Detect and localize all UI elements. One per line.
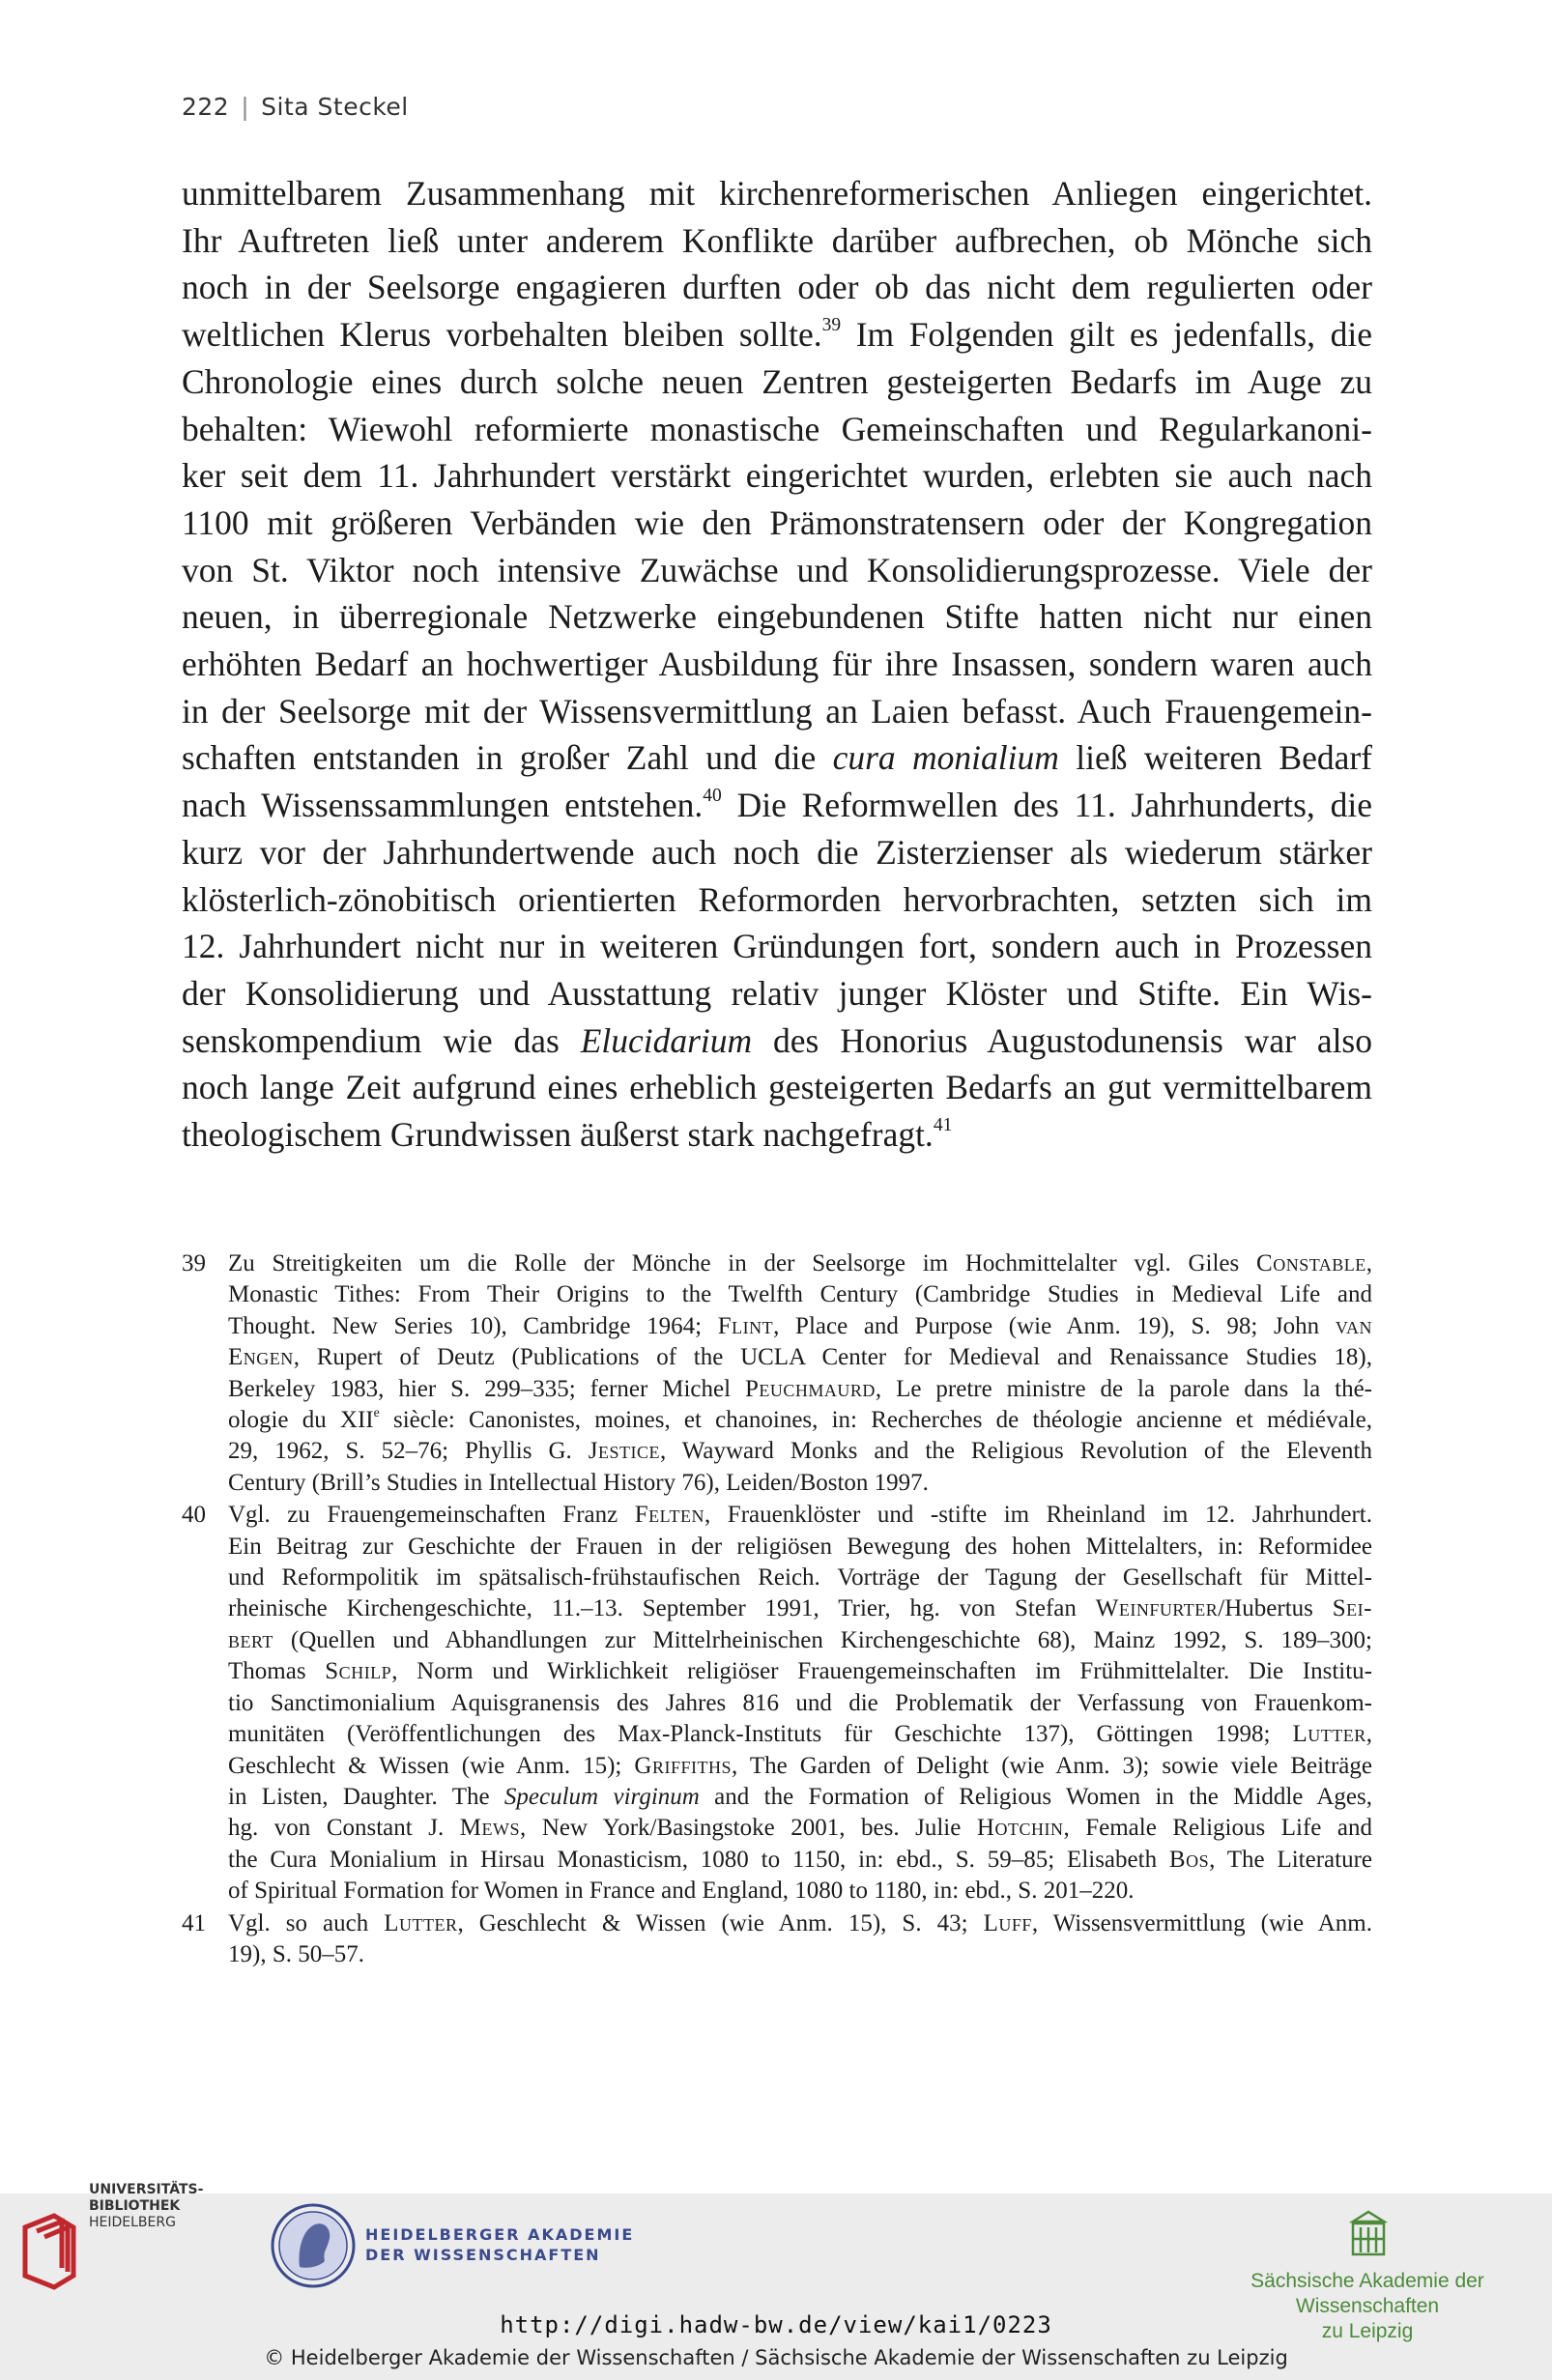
- body-line: erhöhten Bedarf an hochwertiger Ausbildung für ihre Insassen, sondern waren auch: [182, 645, 1372, 684]
- body-text-run: senskompendium wie das: [182, 1020, 581, 1060]
- body-line: klösterlich-zönobitisch orientierten Reformorden hervorbrachten, setzten sich im: [182, 879, 1372, 919]
- author-smallcaps: bert: [228, 1626, 273, 1653]
- ub-logo-line: UNIVERSITÄTS-: [89, 2182, 204, 2197]
- author-smallcaps: Flint: [717, 1312, 774, 1339]
- fn-text: hg. von Constant J.: [228, 1815, 460, 1842]
- fn-text: /Hubertus: [1218, 1595, 1333, 1622]
- author-smallcaps: Griffiths: [634, 1752, 732, 1779]
- body-line: [182, 734, 1372, 782]
- ub-logo-text: [89, 2182, 203, 2231]
- footnote-line: [228, 1813, 1372, 1844]
- fn-text: the Cura Monialium in Hirsau Monasticism, 1080 to 1150, in: ebd., S. 59–85; Elisabeth: [228, 1846, 1169, 1873]
- fn-text: Thomas: [228, 1658, 326, 1685]
- body-text-run: des Honorius Augustodunensis war also: [752, 1020, 1373, 1060]
- footnote-line: [228, 1374, 1372, 1405]
- footnote-number: 39: [182, 1250, 206, 1276]
- fn-text: , The Literature: [1209, 1846, 1373, 1873]
- footnote-line: 19), S. 50–57.: [228, 1940, 364, 1967]
- body-line: kurz vor der Jahrhundertwende auch noch die Zisterzienser als wiederum stärker: [182, 832, 1372, 872]
- footnote-ref-40[interactable]: 40: [703, 786, 722, 807]
- book-icon: [25, 2216, 73, 2287]
- footnote-line: [228, 1908, 1372, 1939]
- fn-text: , Female Religious Life and: [1063, 1815, 1373, 1842]
- permalink-url[interactable]: http://digi.hadw-bw.de/view/kai1/0223: [500, 2311, 1052, 2338]
- footnote-ref-41[interactable]: 41: [933, 1115, 953, 1136]
- author-smallcaps: Mews: [459, 1815, 521, 1842]
- fn-text: ,: [1365, 1250, 1372, 1276]
- author-smallcaps: Luff: [983, 1909, 1032, 1936]
- copyright-notice: © Heidelberger Akademie der Wissenschaften / Sächsische Akademie der Wissenschaften zu Leipzig: [264, 2346, 1288, 2369]
- running-head: [182, 93, 409, 121]
- author-smallcaps: Lutter: [1292, 1721, 1366, 1748]
- fn-text: siècle: Canonistes, moines, et chanoines, in: Recherches de théologie ancienne et médiévale,: [379, 1407, 1372, 1434]
- footnote-line: und Reformpolitik im spätsalisch-frühstaufischen Reich. Vorträge der Tagung der Gesellschaft für Mittel-: [228, 1564, 1372, 1591]
- body-line: 12. Jahrhundert nicht nur in weiteren Gründungen fort, sondern auch in Prozessen: [182, 927, 1372, 966]
- fn-text: and the Formation of Religious Women in the Middle Ages,: [699, 1783, 1372, 1810]
- footnote-line: Ein Beitrag zur Geschichte der Frauen in der religiösen Bewegung des hohen Mittelalters, in: Reformidee: [228, 1533, 1372, 1560]
- footnote-line: [228, 1845, 1372, 1876]
- footnote-line: [228, 1656, 1372, 1687]
- fn-text: , Wayward Monks and the Religious Revolution of the Eleventh: [659, 1438, 1373, 1465]
- body-text-run: weltlichen Klerus vorbehalten bleiben sollte.: [182, 315, 822, 355]
- footnote-line: [228, 1719, 1372, 1750]
- author-smallcaps: Schilp: [325, 1658, 392, 1685]
- body-line: Ihr Auftreten ließ unter anderem Konflikte darüber aufbrechen, ob Mönche sich: [182, 220, 1372, 260]
- author-smallcaps: Weinfurter: [1095, 1595, 1219, 1622]
- author-smallcaps: Lutter: [384, 1909, 458, 1936]
- author-name: Sita Steckel: [261, 93, 409, 121]
- footnote-line: of Spiritual Formation for Women in France and England, 1080 to 1180, in: ebd., S. 201–220.: [228, 1878, 1135, 1905]
- author-smallcaps: van: [1335, 1312, 1373, 1339]
- fn-text: (Quellen und Abhandlungen zur Mittelrheinischen Kirchengeschichte 68), Mainz 1992, S. 189–300;: [273, 1626, 1372, 1653]
- ub-logo-line: BIBLIOTHEK: [89, 2198, 181, 2214]
- body-text-run: schaften entstanden in großer Zahl und die: [182, 738, 833, 778]
- header-separator: |: [241, 93, 250, 121]
- hadw-logo-line: DER WISSENSCHAFTEN: [365, 2246, 601, 2264]
- saw-logo-line: zu Leipzig: [1321, 2320, 1414, 2342]
- footnote-line: [228, 1405, 1372, 1436]
- fn-text: , New York/Basingstoke 2001, bes. Julie: [520, 1815, 977, 1842]
- italic-term: Elucidarium: [580, 1020, 753, 1060]
- fn-text: Geschlecht & Wissen (wie Anm. 15);: [228, 1752, 635, 1779]
- body-line: ker seit dem 11. Jahrhundert verstärkt eingerichtet wurden, erlebten sie auch nach: [182, 456, 1372, 496]
- fn-text: rheinische Kirchengeschichte, 11.–13. September 1991, Trier, hg. von Stefan: [228, 1595, 1096, 1622]
- fn-text: Berkeley 1983, hier S. 299–335; ferner Michel: [228, 1375, 745, 1402]
- body-text-run: Die Reformwellen des 11. Jahrhunderts, die: [721, 786, 1372, 825]
- fn-text: , Place and Purpose (wie Anm. 19), S. 98; John: [773, 1312, 1336, 1339]
- author-smallcaps: Peuchmaurd: [744, 1375, 876, 1402]
- body-text-run: ließ weiteren Bedarf: [1058, 738, 1373, 778]
- author-smallcaps: Engen: [228, 1344, 294, 1371]
- body-text-run: nach Wissenssammlungen entstehen.: [182, 786, 704, 825]
- author-smallcaps: Constable: [1256, 1250, 1366, 1276]
- fn-text: , Rupert of Deutz (Publications of the UCLA Center for Medieval and Renaissance Studies 18),: [293, 1344, 1372, 1371]
- body-line: Chronologie eines durch solche neuen Zentren gesteigerten Bedarfs im Auge zu: [182, 361, 1372, 401]
- author-smallcaps: Felten: [634, 1502, 704, 1529]
- body-line: [182, 1018, 1372, 1065]
- fn-text: , Frauenklöster und -stifte im Rheinland im 12. Jahrhundert.: [704, 1502, 1372, 1529]
- ub-logo-line: HEIDELBERG: [89, 2215, 176, 2230]
- hadw-logo-line: HEIDELBERGER AKADEMIE: [365, 2225, 635, 2244]
- footnote-line: [228, 1248, 1372, 1279]
- footnote-line: [228, 1751, 1372, 1782]
- body-line: neuen, in überregionale Netzwerke eingebundenen Stifte hatten nicht nur einen: [182, 597, 1372, 637]
- body-line: noch lange Zeit aufgrund eines erheblich gesteigerten Bedarfs an gut vermittelbarem: [182, 1068, 1372, 1107]
- fn-text: , Norm und Wirklichkeit religiöser Frauengemeinschaften im Frühmittelalter. Die Institu-: [391, 1658, 1372, 1685]
- body-line: noch in der Seelsorge engagieren durften oder ob das nicht dem regulierten oder: [182, 268, 1372, 307]
- italic-term: cura monialium: [832, 738, 1059, 778]
- page-number: 222: [182, 93, 230, 121]
- fn-text: , The Garden of Delight (wie Anm. 3); sowie viele Beiträge: [731, 1752, 1372, 1779]
- fn-text: Vgl. zu Frauengemeinschaften Franz: [228, 1502, 635, 1529]
- superscript: e: [373, 1404, 380, 1419]
- footnote-line: [228, 1342, 1372, 1373]
- footnote-line: [228, 1311, 1372, 1342]
- body-line: der Konsolidierung und Ausstattung relativ junger Klöster und Stifte. Ein Wis-: [182, 973, 1372, 1013]
- fn-text: Zu Streitigkeiten um die Rolle der Mönche in der Seelsorge im Hochmittelalter vgl. Giles: [228, 1250, 1257, 1276]
- footnote-ref-39[interactable]: 39: [821, 315, 842, 336]
- footnote-39: [182, 1248, 1372, 1499]
- fn-text: , Le pretre ministre de la parole dans la thé-: [875, 1375, 1372, 1402]
- footnote-line: Monastic Tithes: From Their Origins to the Twelfth Century (Cambridge Studies in Medieval Life and: [228, 1281, 1372, 1308]
- footnote-line: [228, 1436, 1372, 1467]
- body-text-run: Im Folgenden gilt es jedenfalls, die: [841, 315, 1372, 355]
- footnote-line: [228, 1593, 1372, 1624]
- author-smallcaps: Hotchin: [976, 1815, 1064, 1842]
- footnote-line: Century (Brill’s Studies in Intellectual History 76), Leiden/Boston 1997.: [228, 1469, 929, 1496]
- hadw-logo[interactable]: [269, 2201, 358, 2290]
- body-line: [182, 311, 1372, 358]
- footnotes: [182, 1248, 1372, 1971]
- footnote-line: [228, 1500, 1372, 1531]
- fn-text: ologie du XII: [228, 1407, 374, 1434]
- body-line: [182, 1111, 1372, 1159]
- fn-text: , Wissensvermittlung (wie Anm.: [1031, 1909, 1372, 1936]
- author-smallcaps: Jestice: [588, 1438, 660, 1465]
- body-paragraph: [182, 170, 1372, 1159]
- body-line: [182, 782, 1372, 829]
- saw-building-icon[interactable]: [1349, 2208, 1388, 2260]
- body-line: unmittelbarem Zusammenhang mit kirchenreformerischen Anliegen eingerichtet.: [182, 174, 1372, 213]
- hadw-logo-text: [365, 2224, 634, 2265]
- footnote-line: [228, 1782, 1372, 1813]
- body-text-run: theologischem Grundwissen äußerst stark nachgefragt.: [182, 1115, 934, 1155]
- saw-logo-line: Sächsische Akademie der Wissenschaften: [1250, 2270, 1484, 2317]
- footnote-number: 41: [182, 1909, 206, 1936]
- footnote-line: tio Sanctimonialium Aquisgranensis des Jahres 816 und die Problematik der Verfassung von Frauenkom-: [228, 1689, 1372, 1716]
- fn-text: Vgl. so auch: [228, 1909, 385, 1936]
- fn-text: 29, 1962, S. 52–76; Phyllis G.: [228, 1438, 589, 1465]
- body-line: in der Seelsorge mit der Wissensvermittlung an Laien befasst. Auch Frauengemein-: [182, 691, 1372, 731]
- italic-title: Speculum virginum: [503, 1783, 700, 1810]
- footnote-40: [182, 1500, 1372, 1907]
- footnote-line: [228, 1625, 1372, 1656]
- fn-text: munitäten (Veröffentlichungen des Max-Planck-Instituts für Geschichte 137), Göttingen 1998;: [228, 1721, 1293, 1748]
- footnote-41: [182, 1908, 1372, 1971]
- fn-text: in Listen, Daughter. The: [228, 1783, 504, 1810]
- body-line: von St. Viktor noch intensive Zuwächse und Konsolidierungsprozesse. Viele der: [182, 550, 1372, 589]
- fn-text: ,: [1365, 1721, 1372, 1748]
- footnote-number: 40: [182, 1502, 206, 1529]
- author-smallcaps: Sei-: [1332, 1595, 1372, 1622]
- fn-text: , Geschlecht & Wissen (wie Anm. 15), S. 43;: [457, 1909, 984, 1936]
- body-line: behalten: Wiewohl reformierte monastische Gemeinschaften und Regularkanoni-: [182, 409, 1372, 448]
- fn-text: Thought. New Series 10), Cambridge 1964;: [228, 1312, 718, 1339]
- author-smallcaps: Bos: [1168, 1846, 1210, 1873]
- body-line: 1100 mit größeren Verbänden wie den Prämonstratensern oder der Kongregation: [182, 502, 1372, 542]
